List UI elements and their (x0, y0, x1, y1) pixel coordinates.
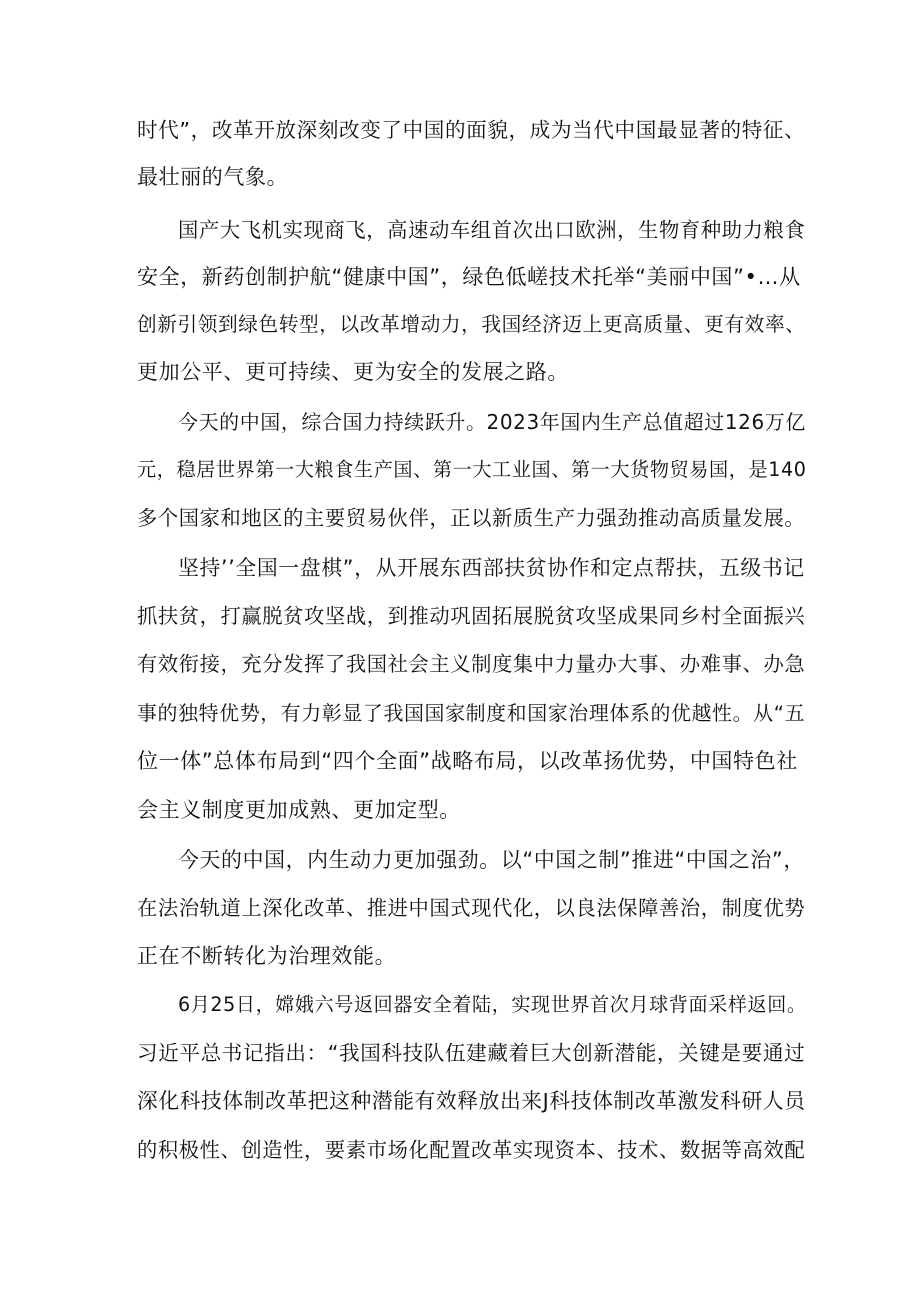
paragraph-3-line-2: 元，稳居世界第一大粮食生产国、第一大工业国、第一大货物贸易国，是140 (137, 458, 807, 481)
paragraph-4-line-1: 坚持’’全国一盘棋”，从开展东西部扶贫协作和定点帮扶，五级书记 (178, 556, 805, 580)
paragraph-6-line-1: 6月25日，嫦娥六号返回器安全着陆，实现世界首次月球背面采样返回。 (178, 994, 807, 1016)
paragraph-6-line-2: 习近平总书记指出：“我国科技队伍建藏着巨大创新潜能，关键是要通过 (137, 1041, 806, 1065)
paragraph-4-line-6: 会主义制度更加成熟、更加定型。 (137, 798, 461, 822)
paragraph-5-line-2: 在法治轨道上深化改革、推进中国式现代化，以良法保障善治，制度优势 (137, 896, 806, 920)
paragraph-4-line-4: 事的独特优势，有力彰显了我国国家制度和国家治理体系的优越性。从“五 (137, 701, 806, 725)
paragraph-2-line-4: 更加公平、更可持续、更为安全的发展之路。 (137, 360, 569, 384)
paragraph-4-line-2: 抓扶贫，打赢脱贫攻坚战，到推动巩固拓展脱贫攻坚成果同乡村全面振兴 (137, 604, 806, 628)
paragraph-1-line-2: 最壮丽的气象。 (137, 165, 289, 189)
paragraph-5-line-3: 正在不断转化为治理效能。 (137, 944, 397, 968)
paragraph-2-line-1: 国产大飞机实现商飞，高速动车组首次出口欧洲，生物育种助力粮食 (178, 218, 806, 242)
paragraph-2-line-2: 安全，新药创制护航“健康中国”，绿色低嵯技术托举“美丽中国”•…从 (137, 265, 801, 289)
paragraph-4-line-5: 位一体”总体布局到“四个全面”战略布局，以改革扬优势，中国特色社 (137, 749, 798, 773)
paragraph-2-line-3: 创新引领到绿色转型，以改革增动力，我国经济迈上更高质量、更有效率、 (137, 313, 806, 336)
paragraph-3-line-3: 多个国家和地区的主要贸易伙伴，正以新质生产力强劲推动高质量发展。 (137, 506, 806, 530)
paragraph-3-line-1: 今天的中国，综合国力持续跃升。2023年国内生产总值超过126万亿 (178, 410, 806, 434)
paragraph-1-line-1: 时代”，改革开放深刻改变了中国的面貌，成为当代中国最显著的特征、 (137, 118, 806, 142)
paragraph-6-line-3: 深化科技体制改革把这种潜能有效释放出来J科技体制改革激发科研人员 (137, 1089, 806, 1113)
paragraph-6-line-4: 的积极性、创造性，要素市场化配置改革实现资本、技术、数据等高效配 (137, 1138, 806, 1162)
paragraph-5-line-1: 今天的中国，内生动力更加强劲。以“中国之制”推进“中国之治”， (178, 848, 805, 872)
paragraph-4-line-3: 有效衔接，充分发挥了我国社会主义制度集中力量办大事、办难事、办急 (137, 652, 806, 676)
